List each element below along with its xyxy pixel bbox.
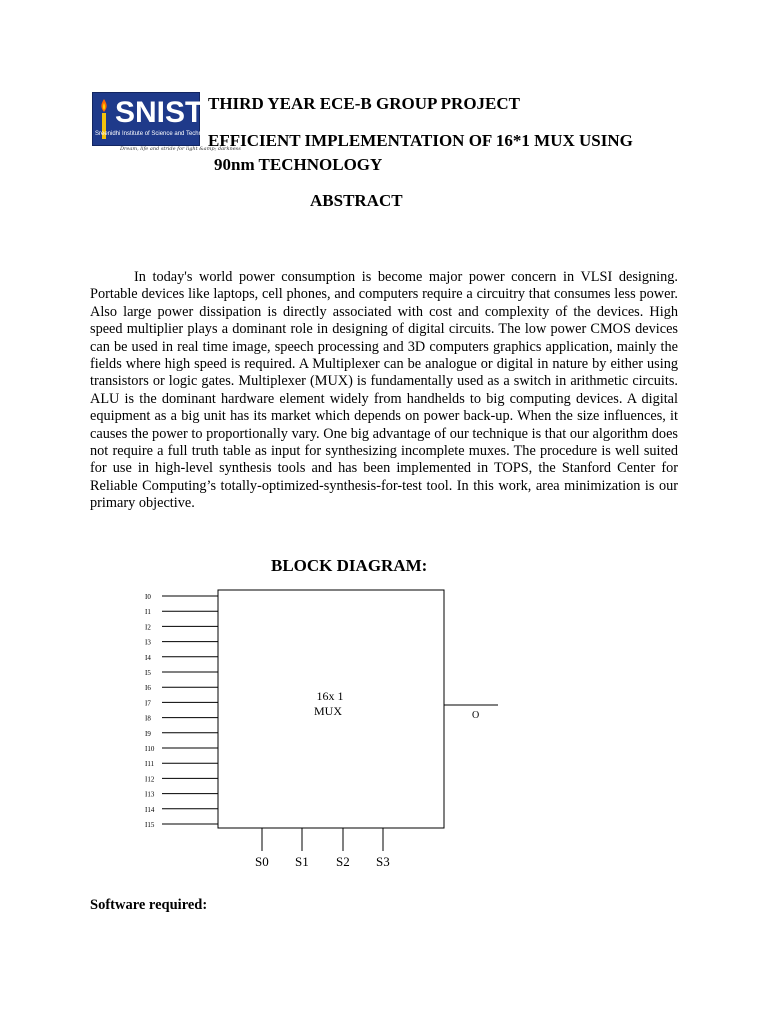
project-subtitle-line1: EFFICIENT IMPLEMENTATION OF 16*1 MUX USING	[208, 131, 633, 150]
input-label: I9	[145, 729, 151, 738]
mux-selects	[255, 828, 390, 869]
software-required-heading: Software required:	[90, 897, 208, 913]
input-label: I10	[145, 745, 155, 753]
input-label: I6	[145, 684, 151, 693]
input-label: I12	[145, 775, 155, 784]
input-label: I11	[145, 760, 155, 769]
output-label: O	[472, 710, 480, 721]
logo-wordmark: SNIST	[115, 96, 204, 129]
input-label: I1	[145, 608, 151, 617]
input-label: I15	[145, 821, 155, 829]
select-label: S3	[376, 854, 390, 869]
project-subtitle-line2: 90nm TECHNOLOGY	[214, 155, 383, 174]
select-label: S0	[255, 854, 269, 869]
select-label: S1	[295, 854, 309, 869]
mux-inputs	[145, 593, 218, 829]
input-label: I13	[145, 790, 155, 799]
input-label: I8	[145, 714, 151, 723]
logo-tagline: Dream, life and stride for light &amp; darkness	[120, 146, 241, 152]
abstract-heading: ABSTRACT	[310, 191, 403, 210]
select-label: S2	[336, 854, 350, 869]
input-label: I14	[145, 805, 155, 814]
input-label: I7	[145, 699, 151, 708]
input-label: I4	[145, 653, 151, 662]
input-label: I2	[145, 623, 151, 632]
logo-institute-name: Sreenidhi Institute of Science and Technology	[95, 131, 217, 137]
project-title: THIRD YEAR ECE-B GROUP PROJECT	[208, 94, 521, 113]
block-diagram-heading: BLOCK DIAGRAM:	[271, 556, 428, 575]
mux-label-name: MUX	[313, 704, 343, 718]
abstract-text: In today's world power consumption is become major power concern in VLSI designing. Portable devices like laptops, cell phones, and computers require a circuitry that consumes less power. Also large power dissipation is directly associated with cost and complexity of the devices. High speed multiplier plays a dominant role in designing of digital circuits. The low power CMOS devices can be used in real time image, speech processing and 3D computers graphics application, mainly the fields where high speed is required. A Multiplexer can be analogue or digital in nature by either using transistors or logic gates. Multiplexer (MUX) is fundamentally used as a switch in arithmetic circuits. ALU is the dominant hardware element widely from handhelds to big computing devices. A digital equipment as a big unit has its market which depends on power back-up. When the size influences, it causes the power to proportionally vary. One big advantage of our technique is that our algorithm does not require a full truth table as input for synthesizing incomplete muxes. The procedure is well suited for use in high-level synthesis tools and has been implemented in TOPS, the Stanford Center for Reliable Computing’s totally-optimized-synthesis-for-test tool. In this work, area minimization is our primary objective.	[90, 269, 678, 512]
input-label: I3	[145, 638, 151, 647]
input-label: I0	[145, 593, 151, 601]
mux-label-size: 16x 1	[316, 689, 344, 703]
input-label: I5	[145, 669, 151, 677]
